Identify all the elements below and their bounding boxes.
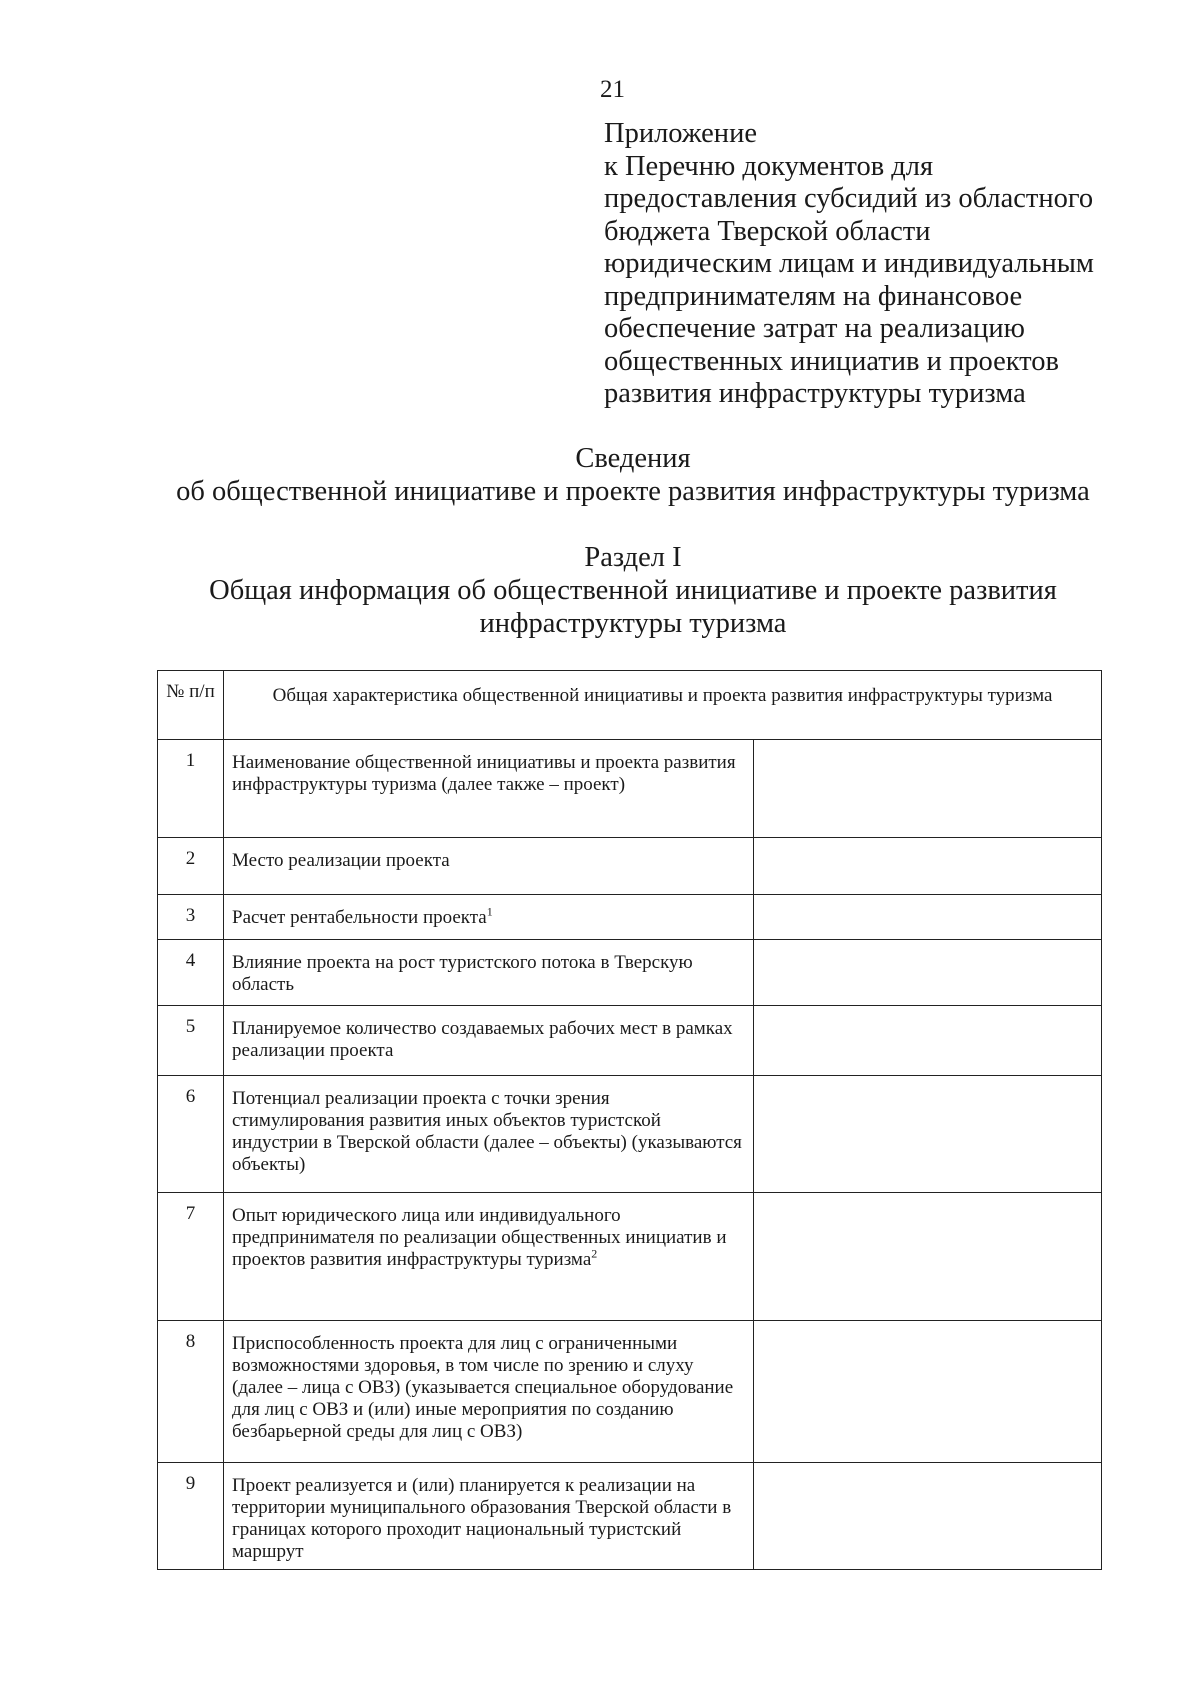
row-number: 3: [158, 895, 224, 940]
document-title: [0, 442, 1200, 508]
section-label: Раздел I: [584, 542, 682, 573]
row-number: 4: [158, 940, 224, 1006]
row-number: 9: [158, 1463, 224, 1570]
appendix-line: Приложение: [604, 118, 757, 149]
appendix-line: бюджета Тверской области: [604, 215, 931, 247]
row-value-cell[interactable]: [754, 895, 1102, 940]
row-value-cell[interactable]: [754, 1321, 1102, 1463]
row-value-cell[interactable]: [754, 1006, 1102, 1076]
row-text: Опыт юридического лица или индивидуального предпринимателя по реализации общественных инициатив и проектов развития инфраструктуры туризма: [232, 1205, 727, 1270]
row-description: [224, 1006, 754, 1076]
row-value-cell[interactable]: [754, 1193, 1102, 1321]
appendix-line: развития инфраструктуры туризма: [604, 378, 1026, 409]
row-text: Потенциал реализации проекта с точки зрения стимулирования развития иных объектов туристской индустрии в Тверской области (далее – объекты) (указываются объекты): [232, 1088, 742, 1175]
table-header-row: [158, 671, 1102, 740]
row-value-cell[interactable]: [754, 740, 1102, 838]
row-number: 6: [158, 1076, 224, 1193]
row-text: Влияние проекта на рост туристского потока в Тверскую область: [232, 952, 693, 995]
table-row: [158, 1006, 1102, 1076]
row-description: [224, 1321, 754, 1463]
appendix-line: предоставления субсидий из областного: [604, 183, 1094, 214]
row-description: [224, 895, 754, 940]
row-number: 1: [158, 740, 224, 838]
section-title-line: Общая информация об общественной инициативе и проекте развития: [209, 575, 1057, 606]
row-text: Планируемое количество создаваемых рабочих мест в рамках реализации проекта: [232, 1018, 733, 1061]
table-row: [158, 1321, 1102, 1463]
section-title: [0, 541, 1200, 640]
page-number: 21: [600, 76, 625, 103]
appendix-line: обеспечение затрат на реализацию: [604, 313, 1025, 344]
row-text: Расчет рентабельности проекта: [232, 907, 487, 928]
table-row: [158, 740, 1102, 838]
row-footnote-mark: 1: [486, 904, 493, 919]
table-row: [158, 838, 1102, 895]
header-num-cell: № п/п: [158, 671, 224, 740]
row-value-cell[interactable]: [754, 1463, 1102, 1570]
appendix-line: общественных инициатив и проектов: [604, 345, 1059, 377]
row-text: Проект реализуется и (или) планируется к реализации на территории муниципального образования Тверской области в границах которого проходит национальный туристский маршрут: [232, 1475, 732, 1562]
row-description: [224, 940, 754, 1006]
appendix-line: юридическим лицам и индивидуальным: [604, 248, 1094, 279]
row-value-cell[interactable]: [754, 838, 1102, 895]
row-text: Место реализации проекта: [232, 850, 450, 871]
row-description: [224, 740, 754, 838]
row-number: 5: [158, 1006, 224, 1076]
row-value-cell[interactable]: [754, 1076, 1102, 1193]
row-description: [224, 1076, 754, 1193]
row-description: [224, 1463, 754, 1570]
header-title-cell: Общая характеристика общественной инициативы и проекта развития инфраструктуры туризма: [224, 671, 1102, 740]
row-description: [224, 838, 754, 895]
table-row: [158, 940, 1102, 1006]
table-row: [158, 1076, 1102, 1193]
row-value-cell[interactable]: [754, 940, 1102, 1006]
row-description: [224, 1193, 754, 1321]
table-row: [158, 895, 1102, 940]
info-table: [157, 670, 1102, 1570]
appendix-line: предпринимателям на финансовое: [604, 280, 1023, 312]
row-number: 7: [158, 1193, 224, 1321]
title-heading: Сведения: [575, 443, 691, 474]
appendix-block: [604, 118, 1164, 411]
appendix-line: к Перечню документов для: [604, 150, 934, 182]
row-text: Приспособленность проекта для лиц с ограниченными возможностями здоровья, в том числе по зрению и слуху (далее – лица с ОВЗ) (указывается специальное оборудование для лиц с ОВЗ и (или) иные мероприятия по созданию безбарьерной среды для лиц с ОВЗ): [232, 1333, 734, 1442]
table-row: [158, 1463, 1102, 1570]
table-row: [158, 1193, 1102, 1321]
title-subheading: об общественной инициативе и проекте развития инфраструктуры туризма: [176, 476, 1090, 507]
row-footnote-mark: 2: [591, 1246, 598, 1261]
section-title-line: инфраструктуры туризма: [479, 608, 787, 639]
row-number: 8: [158, 1321, 224, 1463]
row-text: Наименование общественной инициативы и проекта развития инфраструктуры туризма (далее также – проект): [232, 752, 736, 795]
row-number: 2: [158, 838, 224, 895]
